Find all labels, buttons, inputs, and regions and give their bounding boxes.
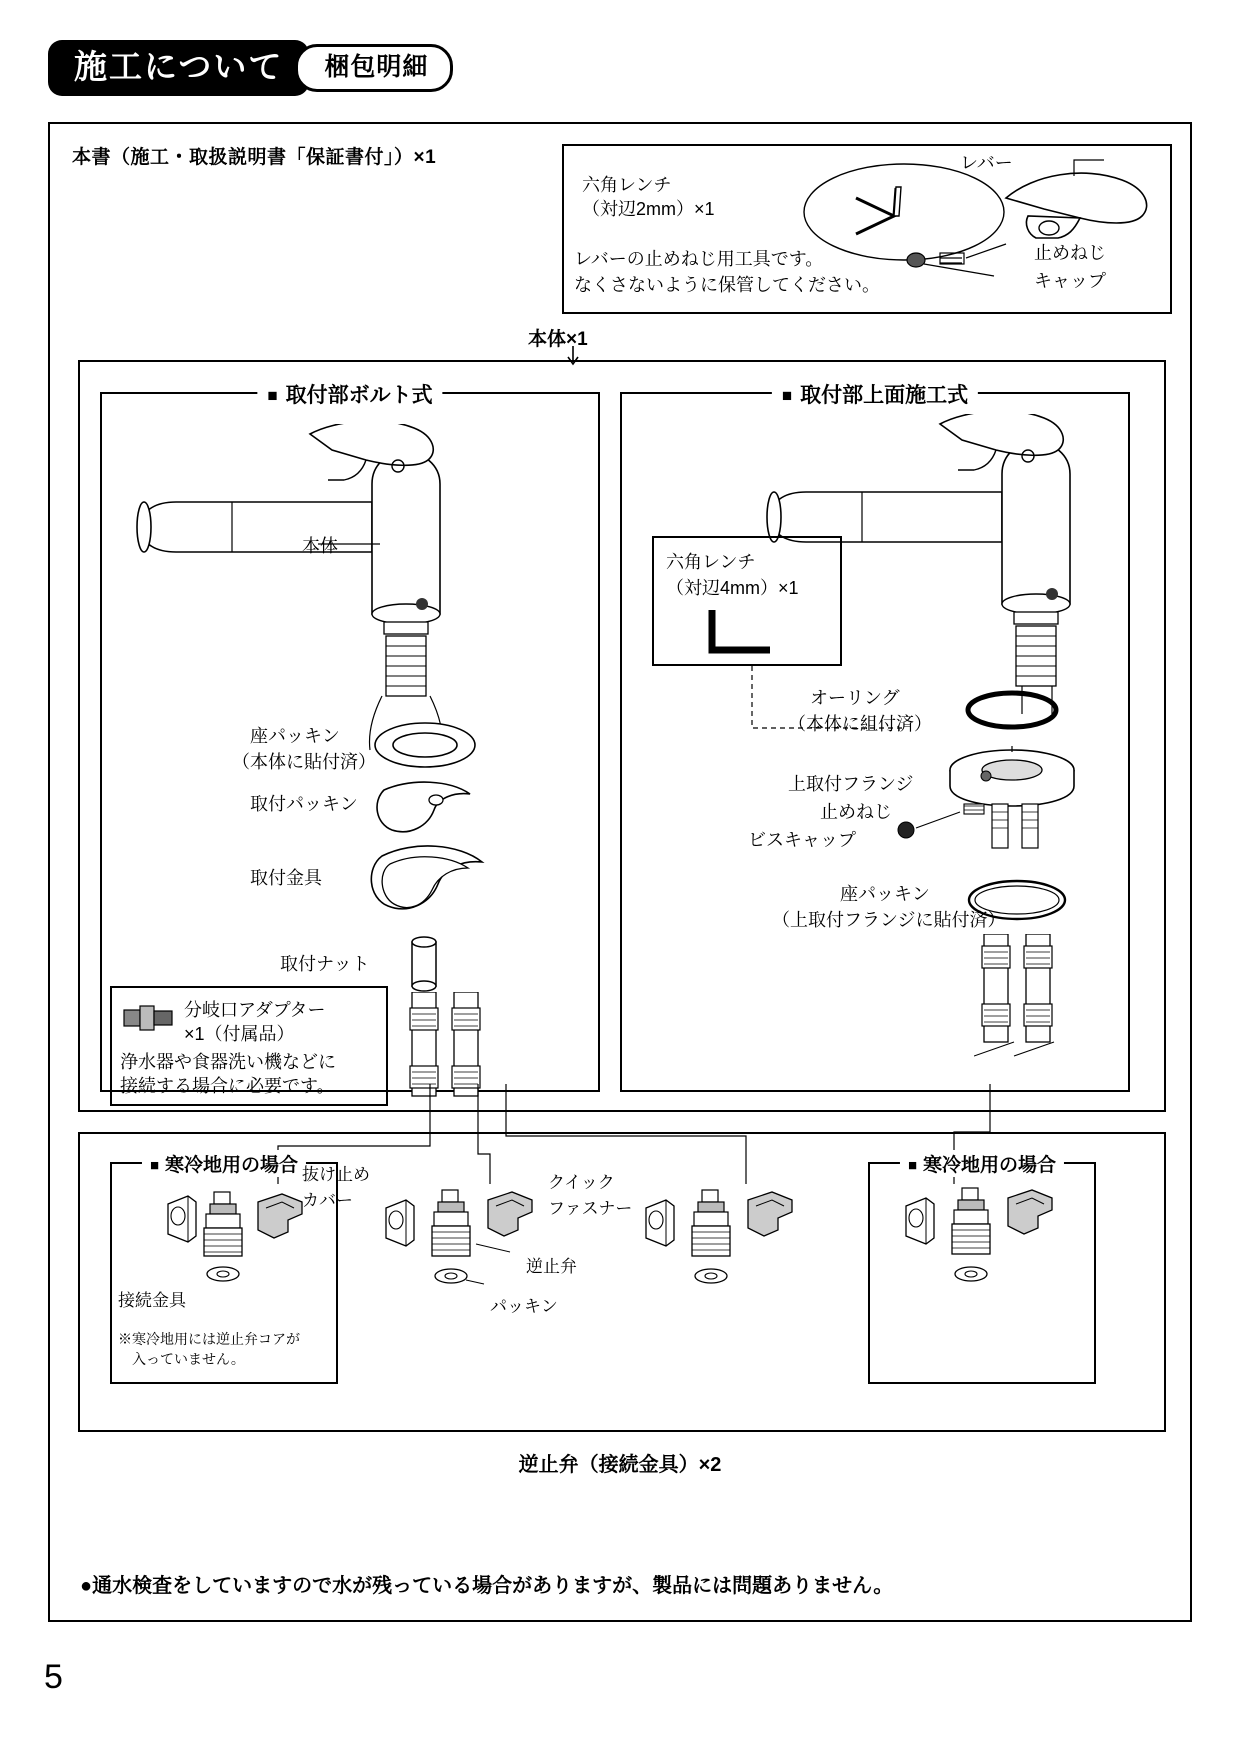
label-seat-packing-right-1: 座パッキン — [840, 884, 930, 904]
label-upper-flange: 上取付フランジ — [788, 774, 914, 794]
label-mount-nut: 取付ナット — [280, 954, 370, 974]
hose-pair-right — [974, 934, 1074, 1064]
adapter-line3: 浄水器や食器洗い機などに — [120, 1052, 336, 1072]
page-number: 5 — [44, 1658, 63, 1696]
label-set-screw: 止めねじ — [1034, 243, 1106, 263]
label-check-valve: 逆止弁 — [526, 1257, 577, 1276]
label-body: 本体 — [302, 536, 338, 556]
panel-bolt-type — [100, 384, 600, 1096]
manual-included-line: 本書（施工・取扱説明書「保証書付」）×1 — [72, 147, 437, 168]
wrench-spec-label: （対辺2mm）×1 — [582, 199, 715, 219]
body-unit-label: 本体×1 — [528, 329, 588, 350]
mount-nut-part — [400, 934, 450, 994]
page-header — [48, 40, 453, 96]
wrench4-spec: （対辺4mm）×1 — [666, 578, 799, 598]
wrench-name-label: 六角レンチ — [582, 175, 672, 195]
footer-note: ●通水検査をしていますので水が残っている場合がありますが、製品には問題ありません。 — [80, 1575, 894, 1597]
panel-cold-region-right — [868, 1155, 1096, 1384]
check-valve-illustration-left — [162, 1180, 322, 1310]
wrench-desc-line2: なくさないように保管してください。 — [574, 275, 880, 295]
mount-bracket-part — [364, 842, 494, 922]
check-valve-box — [78, 1132, 1166, 1432]
faucet-variants-box — [78, 360, 1166, 1112]
wrench-desc-line1: レバーの止めねじ用工具です。 — [574, 249, 824, 269]
label-packing: パッキン — [490, 1297, 558, 1316]
label-screw-cap: ビスキャップ — [748, 830, 856, 850]
cold-region-title-right: ■ 寒冷地用の場合 — [900, 1150, 1064, 1177]
label-cover-line1: 抜け止め — [302, 1165, 370, 1184]
adapter-line4: 接続する場合に必要です。 — [120, 1076, 335, 1096]
panel-bolt-type-title: ■ 取付部ボルト式 — [257, 379, 442, 409]
label-seat-packing-right-2: （上取付フランジに貼付済） — [772, 910, 1006, 930]
check-valve-illustration-mid1 — [380, 1184, 550, 1314]
adapter-line2: ×1（付属品） — [184, 1024, 295, 1044]
mount-packing-part — [370, 780, 480, 842]
branch-adapter-icon — [120, 998, 180, 1036]
content-frame — [48, 122, 1192, 1622]
check-valve-caption: 逆止弁（接続金具）×2 — [518, 1454, 722, 1476]
check-valve-illustration-mid2 — [640, 1184, 810, 1314]
header-title: 施工について — [48, 40, 309, 96]
label-mount-packing: 取付パッキン — [250, 794, 358, 814]
check-valve-illustration-right — [900, 1182, 1070, 1312]
cold-region-title-left: ■ 寒冷地用の場合 — [142, 1150, 306, 1177]
label-set-screw-right: 止めねじ — [820, 802, 892, 822]
hex-wrench-4mm-box — [652, 536, 842, 666]
label-connector-left: 接続金具 — [118, 1291, 186, 1310]
label-oring-line1: オーリング — [810, 688, 900, 708]
set-screw-cap-parts — [890, 798, 1000, 848]
label-oring-line2: （本体に組付済） — [788, 714, 932, 734]
label-lever: レバー — [960, 153, 1013, 173]
label-seat-packing-line1: 座パッキン — [250, 726, 340, 746]
label-cap: キャップ — [1034, 271, 1106, 291]
cold-note-line1: ※寒冷地用には逆止弁コアが — [118, 1331, 300, 1347]
label-quick-fastener-line2: ファスナー — [548, 1199, 633, 1218]
header-subtitle: 梱包明細 — [295, 44, 453, 93]
oring-part — [962, 686, 1062, 734]
label-cover-line2: カバー — [302, 1191, 353, 1210]
hex-wrench-4mm-icon — [700, 604, 790, 662]
hex-wrench-2mm-box — [562, 144, 1172, 314]
adapter-line1: 分岐口アダプター — [184, 1000, 326, 1020]
faucet-illustration-bolt — [122, 424, 522, 754]
label-seat-packing-line2: （本体に貼付済） — [232, 752, 376, 772]
seat-packing-ring — [370, 716, 480, 774]
label-quick-fastener-line1: クイック — [548, 1173, 615, 1192]
wrench4-name: 六角レンチ — [666, 552, 756, 572]
panel-top-mount-title: ■ 取付部上面施工式 — [772, 379, 978, 409]
label-mount-bracket: 取付金具 — [250, 868, 322, 888]
panel-top-mount-type — [620, 384, 1130, 1092]
cold-note-line2: 入っていません。 — [118, 1351, 245, 1367]
